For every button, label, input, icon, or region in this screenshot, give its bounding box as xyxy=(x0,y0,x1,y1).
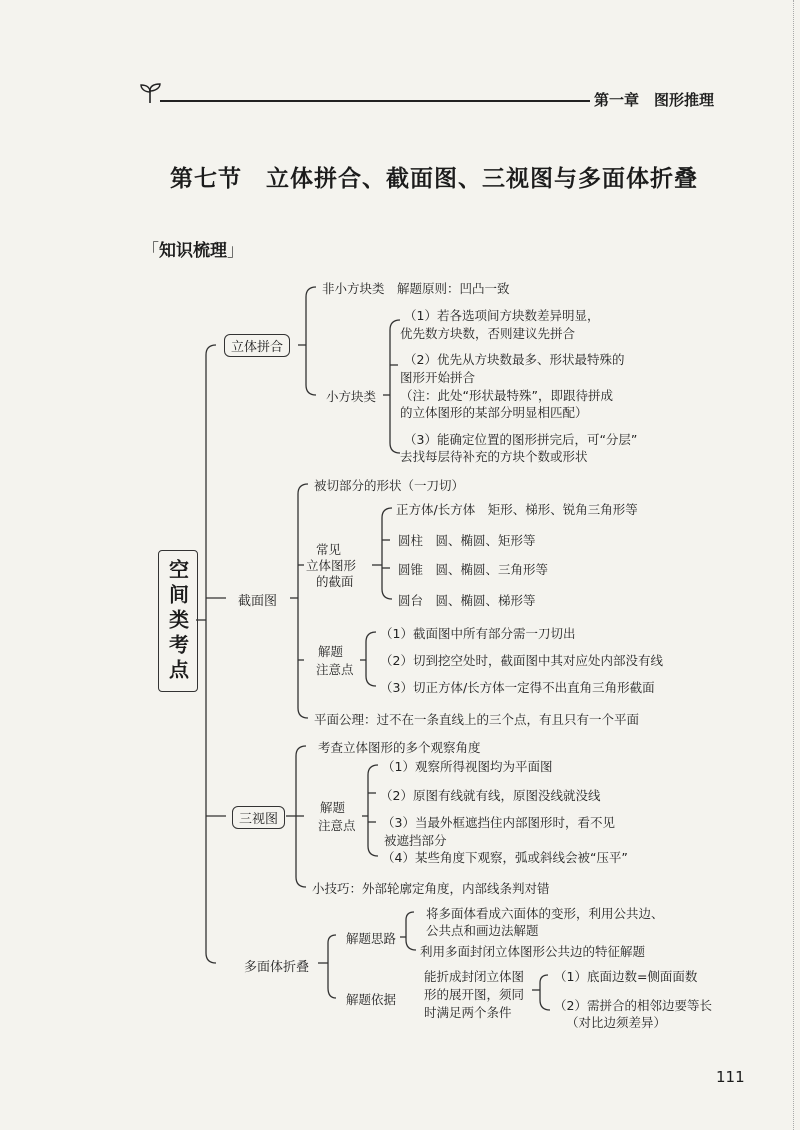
node-polyhedron-fold: 多面体折叠 xyxy=(244,960,310,975)
sv-note-item-3a: （3）当最外框遮挡住内部图形时，看不见 xyxy=(382,815,615,830)
common-2: 立体图形 xyxy=(306,558,357,573)
sv-note-item-1: （1）观察所得视图均为平面图 xyxy=(382,759,553,774)
section-frustum: 圆台 圆、椭圆、梯形等 xyxy=(398,593,536,608)
page-number: 111 xyxy=(716,1068,745,1086)
fold-condition-2a: （2）需拼合的相邻边要等长 xyxy=(554,998,712,1013)
jm-note-2: 注意点 xyxy=(316,662,354,677)
common-3: 的截面 xyxy=(316,574,354,589)
sv-note-item-2: （2）原图有线就有线，原图没线就没线 xyxy=(380,788,601,803)
common-1: 常见 xyxy=(316,542,342,557)
section-title: 第七节 立体拼合、截面图、三视图与多面体折叠 xyxy=(170,166,698,192)
jm-note-item-2: （2）切到挖空处时，截面图中其对应处内部没有线 xyxy=(380,653,663,668)
rule-2b: 图形开始拼合 xyxy=(400,370,476,385)
fold-idea-1a: 将多面体看成六面体的变形，利用公共边、 xyxy=(426,906,664,921)
sv-note-2: 注意点 xyxy=(318,818,356,833)
fold-condition-2b: （对比边须差异） xyxy=(566,1015,667,1030)
jm-note-item-1: （1）截面图中所有部分需一刀切出 xyxy=(380,626,576,641)
rule-1b: 优先数方块数，否则建议先拼合 xyxy=(400,326,576,341)
knowledge-label: 「知识梳理」 xyxy=(142,241,244,261)
sv-note-item-4: （4）某些角度下观察，弧或斜线会被“压平” xyxy=(382,850,628,865)
fold-basis-c: 时满足两个条件 xyxy=(424,1005,512,1020)
fold-condition-1: （1）底面边数=侧面面数 xyxy=(554,969,698,984)
non-small-cube-rule: 非小方块类 解题原则：凹凸一致 xyxy=(322,281,510,296)
node-cross-section: 截面图 xyxy=(238,594,278,609)
three-views-angles: 考查立体图形的多个观察角度 xyxy=(318,740,481,755)
sv-note-1: 解题 xyxy=(320,800,346,815)
rule-2a: （2）优先从方块数最多、形状最特殊的 xyxy=(404,352,625,367)
plane-axiom: 平面公理：过不在一条直线上的三个点，有且只有一个平面 xyxy=(314,712,640,727)
root-node: 空间类考点 xyxy=(158,550,198,692)
rule-3b: 去找每层待补充的方块个数或形状 xyxy=(400,449,588,464)
fold-basis-b: 形的展开图，须同 xyxy=(424,987,525,1002)
fold-basis-label: 解题依据 xyxy=(346,992,397,1007)
jm-note-item-3: （3）切正方体/长方体一定得不出直角三角形截面 xyxy=(380,680,655,695)
section-cylinder: 圆柱 圆、椭圆、矩形等 xyxy=(398,533,536,548)
section-cone: 圆锥 圆、椭圆、三角形等 xyxy=(398,562,549,577)
small-cube-label: 小方块类 xyxy=(326,389,377,404)
fold-basis-a: 能折成封闭立体图 xyxy=(424,969,525,984)
rule-1a: （1）若各选项间方块数差异明显， xyxy=(404,308,600,323)
section-cube: 正方体/长方体 矩形、梯形、锐角三角形等 xyxy=(396,502,638,517)
rule-2d: 的立体图形的某部分明显相匹配） xyxy=(400,405,588,420)
node-three-views: 三视图 xyxy=(232,806,285,829)
chapter-heading: 第一章 图形推理 xyxy=(594,91,715,109)
fold-idea-2: 利用多面封闭立体图形公共边的特征解题 xyxy=(420,944,646,959)
fold-idea-label: 解题思路 xyxy=(346,931,397,946)
node-solid-assembly: 立体拼合 xyxy=(224,334,290,357)
sv-note-item-3b: 被遮挡部分 xyxy=(384,833,447,848)
jm-note-1: 解题 xyxy=(318,644,344,659)
fold-idea-1b: 公共点和画边法解题 xyxy=(426,923,539,938)
cut-shape: 被切部分的形状（一刀切） xyxy=(314,478,465,493)
rule-2c: （注：此处“形状最特殊”，即跟待拼成 xyxy=(400,388,613,403)
three-views-tip: 小技巧：外部轮廓定角度，内部线条判对错 xyxy=(312,881,550,896)
rule-3a: （3）能确定位置的图形拼完后，可“分层” xyxy=(404,432,638,447)
